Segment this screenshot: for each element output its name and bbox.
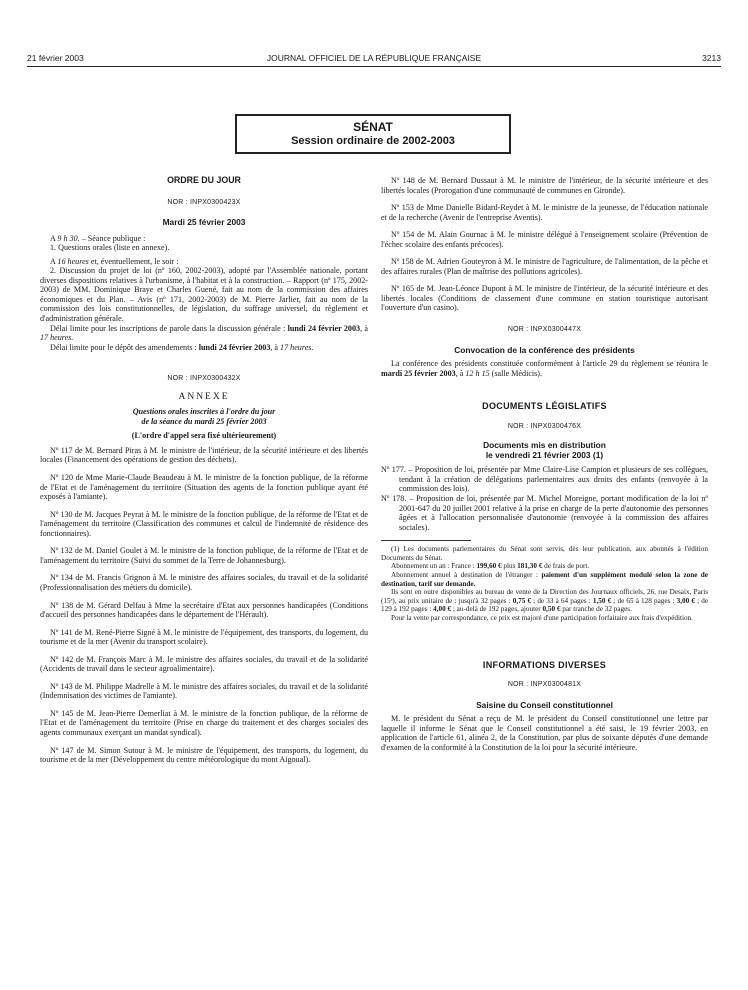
footnotes: [381, 545, 708, 622]
questions-list-left: [40, 446, 368, 765]
list-item: Nº 120 de Mme Marie-Claude Beaudeau à M. le ministre de la fonction publique, de la réforme de l'Etat et de l'aménagement du territoire (Situation des agents de la fonction publique ayant été exposés à l'amiante).: [40, 473, 368, 502]
documents-subheading-2: le vendredi 21 février 2003 (1): [485, 449, 604, 460]
footnote-rule: [381, 540, 471, 541]
documents-legislatifs-heading: DOCUMENTS LÉGISLATIFS: [482, 401, 607, 412]
header-title: JOURNAL OFFICIEL DE LA RÉPUBLIQUE FRANÇAISE: [266, 53, 482, 63]
nor-conference: NOR : INPX0300447X: [507, 326, 582, 334]
list-item: Nº 148 de M. Bernard Dussaut à M. le ministre de l'intérieur, de la sécurité intérieure et des libertés locales (Prorogation d'une communauté de communes en Gironde).: [381, 176, 708, 195]
nor-annexe: NOR : INPX0300432X: [167, 375, 241, 383]
agenda-item-1: 1. Questions orales (liste en annexe).: [50, 243, 170, 253]
page-number: 3213: [702, 53, 721, 63]
session-title: Session ordinaire de 2002-2003: [291, 135, 455, 147]
conference-heading: Convocation de la conférence des présidents: [454, 344, 635, 355]
footnote-prices: Ils sont en outre disponibles au bureau de vente de la Direction des Journaux officiels, 26, rue Desaix, Paris (15ᵉ), au prix unitaire de : jusqu'à 32 pages : 0,75 € ; de 33 à 64 pages : 1,50 € ; de 65 à 128 pages : 3,00 € ; de 129 à 192 pages : 4,00 € ; au-delà de 192 pages, ajouter 0,50 € par tranche de 32 pages.: [381, 588, 709, 614]
list-item: Nº 165 de M. Jean-Léonce Dupont à M. le ministre de l'intérieur, de la sécurité intérieure et des libertés locales (Conditions de classement d'une commune en station touristique autorisant l'ouverture d'un casino).: [381, 284, 708, 313]
annexe-subtitle: [40, 407, 368, 426]
footnote-subscription-france: Abonnement un an : France : 199,60 € plus 181,30 € de frais de port.: [391, 562, 590, 571]
nor-documents: NOR : INPX0300476X: [507, 422, 582, 430]
list-item: Nº 145 de M. Jean-Pierre Demerliat à M. le ministre de la fonction publique, de la réforme de l'Etat et de l'aménagement du territoire (Prise en charge du traitement et des charges sociales des agents communaux exerçant un mandat syndical).: [40, 708, 368, 737]
footnote-subscription-abroad: Abonnement annuel à destination de l'étranger : paiement d'un supplément modulé selon la zone de destination, tarif sur demande.: [381, 571, 708, 588]
list-item: Nº 117 de M. Bernard Piras à M. le ministre de l'intérieur, de la sécurité intérieure et des libertés locales (Financement des opérations de gestion des déchets).: [40, 445, 368, 465]
sitting-date-heading: Mardi 25 février 2003: [162, 217, 246, 228]
list-item: Nº 154 de M. Alain Gournac à M. le ministre délégué à l'enseignement scolaire (Prévention de l'échec scolaire des enfants précoces).: [381, 230, 708, 249]
speaking-deadline: Délai limite pour les inscriptions de parole dans la discussion générale : lundi 24 février 2003, à 17 heures.: [40, 323, 369, 343]
senate-title-box: [235, 114, 511, 154]
right-column: [381, 176, 708, 752]
amendment-deadline: Délai limite pour le dépôt des amendements : lundi 24 février 2003, à 17 heures.: [50, 342, 314, 352]
list-item: Nº 158 de M. Adrien Gouteyron à M. le ministre de l'agriculture, de l'alimentation, de la pêche et des affaires rurales (Plan de maîtrise des pollutions agricoles).: [381, 257, 708, 276]
morning-session-line: A 9 h 30. – Séance publique :: [50, 233, 146, 243]
list-item: Nº 130 de M. Jacques Peyrat à M. le ministre de la fonction publique, de la réforme de l'Etat et de l'aménagement du territoire (Classification des communes et calcul de l'indemnité de résidence des fonctionnaires).: [40, 509, 368, 538]
list-item: Nº 132 de M. Daniel Goulet à M. le ministre de la fonction publique, de la réforme de l'Etat et de l'aménagement du territoire (Suivi du sommet de la Terre de Johannesburg).: [40, 546, 368, 565]
order-note: (L'ordre d'appel sera fixé ultérieurement): [131, 431, 277, 441]
header-date: 21 février 2003: [27, 53, 84, 63]
list-item: Nº 134 de M. Francis Grignon à M. le ministre des affaires sociales, du travail et de la solidarité (Professionnalisation des métiers du domicile).: [40, 573, 368, 592]
list-item: Nº 147 de M. Simon Sutour à M. le ministre de l'équipement, des transports, du logement, du tourisme et de la mer (Développement du centre météorologique du mont Aigoual).: [40, 745, 368, 765]
ordre-du-jour-heading: ORDRE DU JOUR: [167, 175, 241, 185]
list-item: Nº 141 de M. René-Pierre Signé à M. le ministre de l'équipement, des transports, du logement, du tourisme et de la mer (Avenir du transport scolaire).: [40, 627, 368, 647]
conseil-text: M. le président du Sénat a reçu de M. le président du Conseil constitutionnel une lettre par laquelle il informe le Sénat que le Conseil constitutionnel a été saisi, le 19 février 2003, en application de l'article 61, alinéa 2, de la Constitution, par plus de soixante députés d'une demande d'examen de la conformité à la Constitution de la loi pour la sécurité intérieure.: [381, 714, 708, 752]
annexe-heading: ANNEXE: [178, 391, 230, 402]
nor-ordre-du-jour: NOR : INPX0300423X: [167, 198, 241, 206]
afternoon-session-line: A 16 heures et, éventuellement, le soir :: [50, 256, 179, 266]
annexe-subtitle-line2: de la séance du mardi 25 février 2003: [141, 416, 267, 426]
list-item: Nº 143 de M. Philippe Madrelle à M. le ministre des affaires sociales, du travail et de la solidarité (Indemnisation des victimes de l'amiante).: [40, 681, 368, 701]
list-item: Nº 142 de M. François Marc à M. le ministre des affaires sociales, du travail et de la solidarité (Accidents de travail dans le secteur agroalimentaire).: [40, 654, 368, 674]
footnote-mail-order: Pour la vente par correspondance, ce prix est majoré d'une participation forfaitaire aux frais d'expédition.: [391, 613, 693, 622]
agenda-item-2: 2. Discussion du projet de loi (nº 160, 2002-2003), adopté par l'Assemblée nationale, portant diverses dispositions relatives à l'urbanisme, à l'habitat et à la construction. – Rapport (nº 175, 2002-2003) de MM. Dominique Braye et Charles Guené, fait au nom de la commission des affaires économiques et du Plan. – Avis (nº 171, 2002-2003) de M. Pierre Jarlier, fait au nom de la commission des lois constitutionnelles, de législation, du suffrage universel, du règlement et d'administration générale.: [40, 266, 368, 324]
document-item: Nº 178. – Proposition de loi, présentée par M. Michel Moreigne, portant modification de la loi nº 2001-647 du 20 juillet 2001 relative à la prise en charge de la perte d'autonomie des personnes âgées et à l'allocation personnalisée d'autonomie (renvoyée à la commission des affaires sociales).: [381, 494, 708, 532]
annexe-subtitle-line1: Questions orales inscrites à l'ordre du jour: [132, 407, 276, 417]
left-column: [40, 176, 368, 765]
conseil-heading: Saisine du Conseil constitutionnel: [476, 699, 613, 710]
documents-subheading-1: Documents mis en distribution: [483, 440, 606, 451]
running-header: [27, 53, 721, 65]
list-item: Nº 153 de Mme Danielle Bidard-Reydet à M. le ministre de la jeunesse, de l'éducation nationale et de la recherche (Avenir de l'entreprise Aventis).: [381, 203, 708, 222]
footnote-1: (1) Les documents parlementaires du Sénat sont servis, dès leur publication, aux abonnés à l'édition Documents du Sénat.: [381, 545, 708, 562]
document-item: Nº 177. – Proposition de loi, présentée par Mme Claire-Lise Campion et plusieurs de ses collègues, tendant à la création de délégations parlementaires aux droits des enfants (renvoyée à la commission des lois).: [381, 465, 708, 494]
nor-informations: NOR : INPX0300481X: [507, 681, 582, 689]
list-item: Nº 138 de M. Gérard Delfau à Mme la secrétaire d'Etat aux personnes handicapées (Conditions d'accueil des personnes handicapées dans le département de l'Hérault).: [40, 600, 368, 620]
conference-text: La conférence des présidents constituée conformément à l'article 29 du règlement se réunira le mardi 25 février 2003, à 12 h 15 (salle Médicis).: [381, 359, 708, 378]
senate-title: SÉNAT: [353, 120, 393, 134]
informations-diverses-heading: INFORMATIONS DIVERSES: [482, 659, 607, 670]
questions-list-right: [381, 176, 708, 313]
header-rule: [27, 66, 721, 67]
